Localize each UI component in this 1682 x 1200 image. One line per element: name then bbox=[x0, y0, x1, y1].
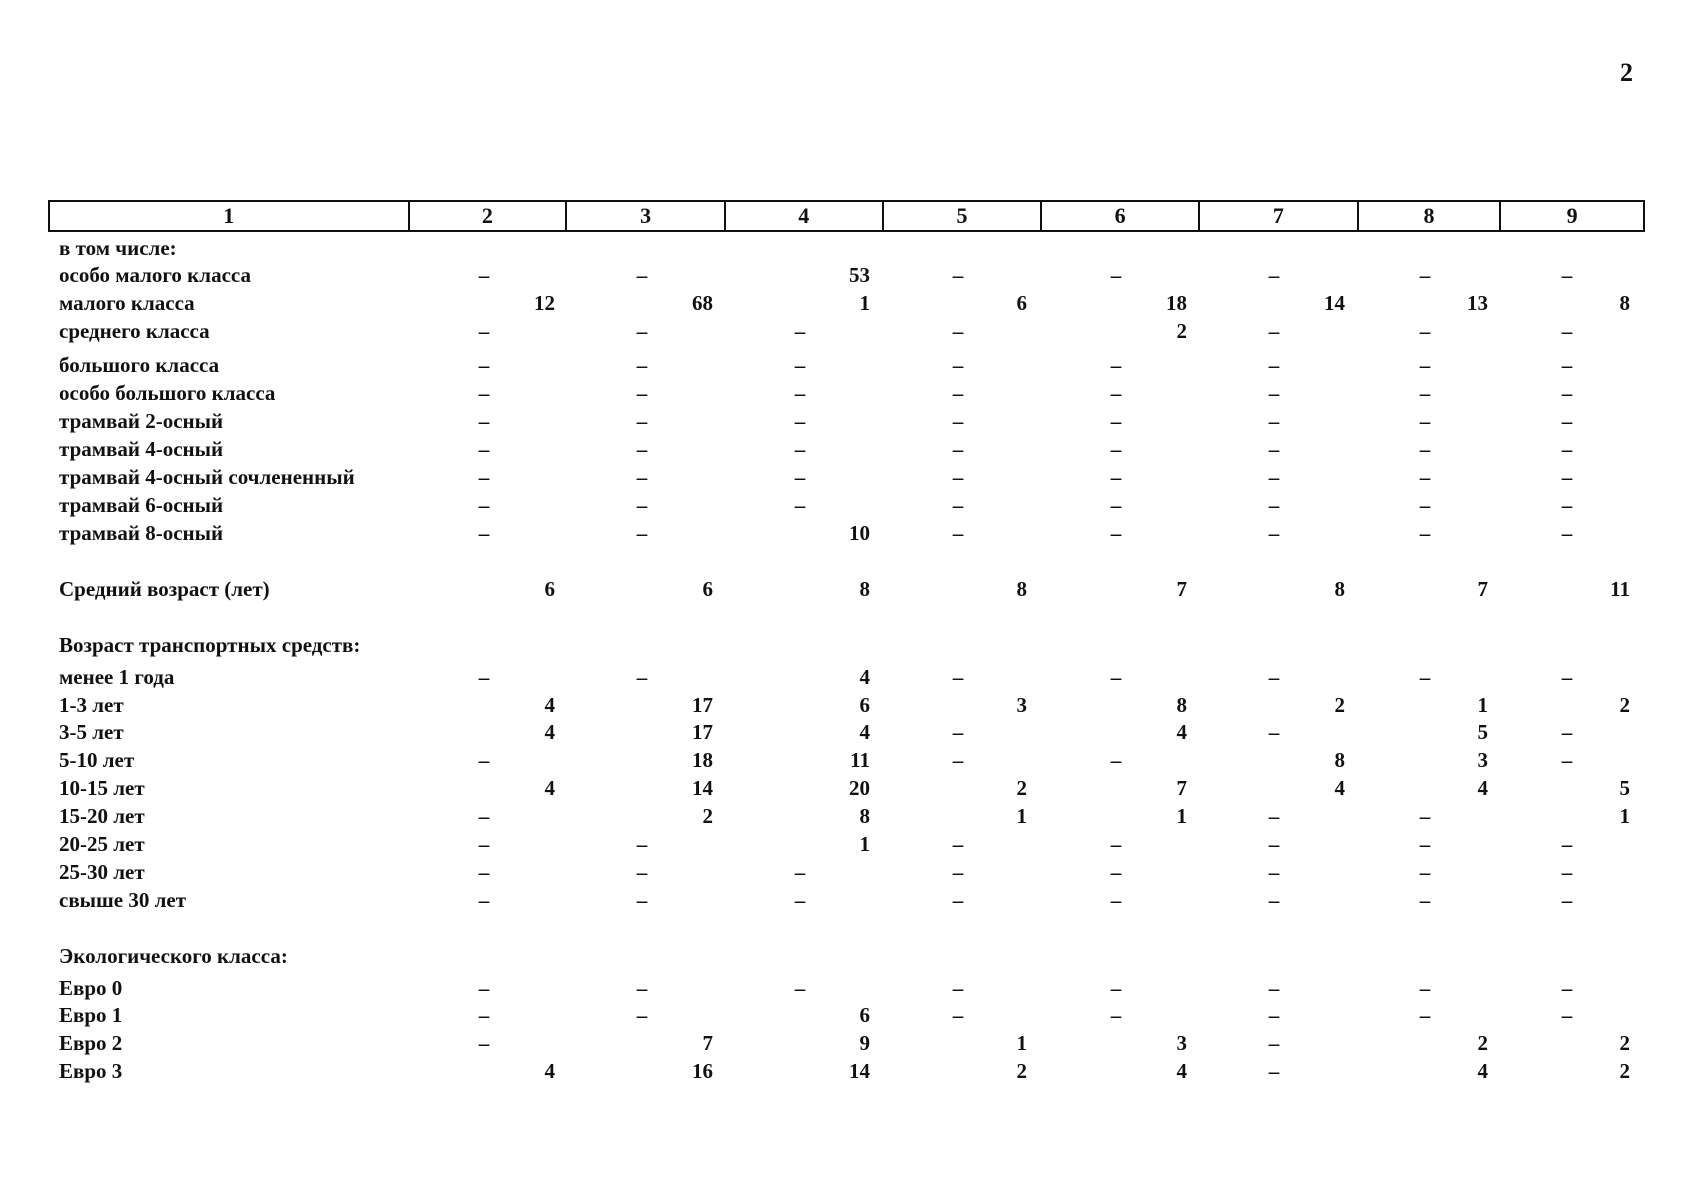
row-value: – bbox=[636, 319, 648, 343]
row-value: – bbox=[794, 353, 806, 377]
row-value: 8 bbox=[859, 804, 870, 828]
row-label: малого класса bbox=[59, 291, 195, 315]
row-value: 8 bbox=[1619, 291, 1630, 315]
row-value: 1 bbox=[1016, 1031, 1027, 1055]
row-value: – bbox=[1110, 860, 1122, 884]
table-row bbox=[0, 804, 1682, 832]
row-value: – bbox=[1110, 665, 1122, 689]
row-value: – bbox=[478, 888, 490, 912]
row-label: Евро 2 bbox=[59, 1031, 123, 1055]
row-value: – bbox=[1419, 804, 1431, 828]
row-value: – bbox=[636, 381, 648, 405]
row-value: – bbox=[478, 1031, 490, 1055]
row-value: – bbox=[1268, 832, 1280, 856]
row-value: 2 bbox=[1334, 693, 1345, 717]
row-value: 2 bbox=[702, 804, 713, 828]
row-label: трамвай 8-осный bbox=[59, 521, 224, 545]
row-value: – bbox=[952, 319, 964, 343]
row-value: – bbox=[1561, 263, 1573, 287]
row-value: – bbox=[636, 860, 648, 884]
row-value: – bbox=[1561, 465, 1573, 489]
row-value: 7 bbox=[702, 1031, 713, 1055]
row-value: – bbox=[952, 381, 964, 405]
row-value: – bbox=[794, 319, 806, 343]
row-value: – bbox=[1268, 665, 1280, 689]
row-value: – bbox=[1110, 409, 1122, 433]
row-value: – bbox=[1419, 319, 1431, 343]
row-value: 1 bbox=[1477, 693, 1488, 717]
row-value: – bbox=[1419, 465, 1431, 489]
row-value: – bbox=[1268, 263, 1280, 287]
row-label: Средний возраст (лет) bbox=[59, 577, 270, 601]
table-row bbox=[0, 693, 1682, 721]
row-value: – bbox=[1110, 437, 1122, 461]
table-row bbox=[0, 263, 1682, 291]
row-value: – bbox=[1419, 381, 1431, 405]
row-value: 1 bbox=[1176, 804, 1187, 828]
table-row bbox=[0, 776, 1682, 804]
row-value: – bbox=[952, 263, 964, 287]
row-value: – bbox=[478, 976, 490, 1000]
row-value: – bbox=[1110, 381, 1122, 405]
table-row bbox=[0, 633, 1682, 661]
row-value: 3 bbox=[1477, 748, 1488, 772]
row-value: – bbox=[1561, 1003, 1573, 1027]
row-value: 4 bbox=[544, 776, 555, 800]
row-value: 8 bbox=[859, 577, 870, 601]
header-cell: 2 bbox=[409, 201, 567, 231]
row-value: – bbox=[952, 720, 964, 744]
row-value: 13 bbox=[1467, 291, 1488, 315]
row-value: 10 bbox=[849, 521, 870, 545]
row-value: – bbox=[478, 493, 490, 517]
row-label: 10-15 лет bbox=[59, 776, 145, 800]
row-value: – bbox=[1419, 976, 1431, 1000]
row-label: 25-30 лет bbox=[59, 860, 145, 884]
row-label: свыше 30 лет bbox=[59, 888, 187, 912]
row-value: 4 bbox=[1176, 1059, 1187, 1083]
row-value: 7 bbox=[1176, 776, 1187, 800]
row-value: 12 bbox=[534, 291, 555, 315]
row-value: – bbox=[1110, 832, 1122, 856]
row-value: – bbox=[1419, 860, 1431, 884]
table-row bbox=[0, 1059, 1682, 1087]
table-row bbox=[0, 665, 1682, 693]
row-label: трамвай 6-осный bbox=[59, 493, 224, 517]
row-value: 6 bbox=[1016, 291, 1027, 315]
row-value: – bbox=[478, 409, 490, 433]
row-label: Экологического класса: bbox=[59, 944, 288, 968]
row-value: – bbox=[952, 521, 964, 545]
row-value: – bbox=[1110, 1003, 1122, 1027]
row-value: 18 bbox=[1166, 291, 1187, 315]
row-value: – bbox=[636, 263, 648, 287]
row-value: – bbox=[1561, 665, 1573, 689]
row-value: – bbox=[1561, 353, 1573, 377]
row-value: – bbox=[952, 888, 964, 912]
row-label: особо малого класса bbox=[59, 263, 251, 287]
row-value: – bbox=[952, 1003, 964, 1027]
row-value: 1 bbox=[859, 832, 870, 856]
row-value: – bbox=[1419, 832, 1431, 856]
row-value: – bbox=[478, 353, 490, 377]
row-value: – bbox=[478, 665, 490, 689]
row-value: – bbox=[1561, 888, 1573, 912]
page-number: 2 bbox=[1620, 58, 1633, 87]
row-value: – bbox=[478, 832, 490, 856]
row-value: 4 bbox=[859, 720, 870, 744]
table-row bbox=[0, 381, 1682, 409]
row-value: – bbox=[478, 1003, 490, 1027]
row-value: – bbox=[1110, 465, 1122, 489]
row-value: – bbox=[1419, 1003, 1431, 1027]
row-value: – bbox=[952, 860, 964, 884]
row-value: – bbox=[1110, 748, 1122, 772]
header-cell: 1 bbox=[49, 201, 409, 231]
row-value: – bbox=[952, 493, 964, 517]
row-value: – bbox=[1268, 465, 1280, 489]
row-value: 14 bbox=[692, 776, 713, 800]
row-value: – bbox=[1268, 493, 1280, 517]
row-value: – bbox=[952, 665, 964, 689]
row-value: – bbox=[1561, 381, 1573, 405]
row-value: 20 bbox=[849, 776, 870, 800]
row-value: 2 bbox=[1619, 1031, 1630, 1055]
row-value: – bbox=[636, 976, 648, 1000]
row-value: – bbox=[636, 465, 648, 489]
row-value: 8 bbox=[1334, 577, 1345, 601]
row-value: – bbox=[952, 465, 964, 489]
table-row bbox=[0, 888, 1682, 916]
row-value: – bbox=[952, 976, 964, 1000]
row-value: 7 bbox=[1477, 577, 1488, 601]
row-value: – bbox=[1561, 521, 1573, 545]
row-value: – bbox=[794, 409, 806, 433]
row-value: 5 bbox=[1477, 720, 1488, 744]
row-value: 2 bbox=[1016, 776, 1027, 800]
row-label: трамвай 4-осный сочлененный bbox=[59, 465, 355, 489]
row-label: трамвай 4-осный bbox=[59, 437, 224, 461]
row-label: Евро 1 bbox=[59, 1003, 123, 1027]
header-cell: 3 bbox=[566, 201, 725, 231]
row-label: 5-10 лет bbox=[59, 748, 135, 772]
row-value: – bbox=[794, 381, 806, 405]
table-row bbox=[0, 409, 1682, 437]
row-value: 2 bbox=[1016, 1059, 1027, 1083]
row-value: – bbox=[952, 748, 964, 772]
row-value: – bbox=[1561, 720, 1573, 744]
table-row bbox=[0, 291, 1682, 319]
row-value: – bbox=[794, 437, 806, 461]
row-value: 1 bbox=[1619, 804, 1630, 828]
row-value: 3 bbox=[1016, 693, 1027, 717]
row-value: 1 bbox=[859, 291, 870, 315]
table-row bbox=[0, 236, 1682, 264]
row-value: 14 bbox=[849, 1059, 870, 1083]
row-value: – bbox=[478, 465, 490, 489]
table-row bbox=[0, 465, 1682, 493]
row-value: – bbox=[1561, 437, 1573, 461]
row-value: 4 bbox=[544, 1059, 555, 1083]
row-value: 11 bbox=[1610, 577, 1630, 601]
row-value: – bbox=[1561, 832, 1573, 856]
row-value: 14 bbox=[1324, 291, 1345, 315]
row-value: – bbox=[636, 521, 648, 545]
row-label: трамвай 2-осный bbox=[59, 409, 224, 433]
row-value: 2 bbox=[1477, 1031, 1488, 1055]
row-value: – bbox=[1419, 409, 1431, 433]
row-value: – bbox=[1268, 437, 1280, 461]
row-value: – bbox=[1110, 521, 1122, 545]
row-value: – bbox=[1419, 493, 1431, 517]
row-value: – bbox=[636, 888, 648, 912]
row-value: – bbox=[1268, 976, 1280, 1000]
table-row bbox=[0, 944, 1682, 972]
row-label: особо большого класса bbox=[59, 381, 276, 405]
row-value: – bbox=[1561, 493, 1573, 517]
row-value: – bbox=[1561, 860, 1573, 884]
row-value: – bbox=[478, 748, 490, 772]
row-value: – bbox=[794, 465, 806, 489]
row-value: – bbox=[478, 521, 490, 545]
row-value: – bbox=[794, 888, 806, 912]
row-value: – bbox=[1268, 804, 1280, 828]
row-value: – bbox=[1419, 353, 1431, 377]
row-value: – bbox=[636, 832, 648, 856]
row-value: 68 bbox=[692, 291, 713, 315]
row-value: 6 bbox=[544, 577, 555, 601]
row-value: 8 bbox=[1334, 748, 1345, 772]
row-value: – bbox=[1110, 493, 1122, 517]
row-value: – bbox=[1561, 748, 1573, 772]
row-value: – bbox=[1110, 353, 1122, 377]
header-cell: 7 bbox=[1199, 201, 1358, 231]
row-value: – bbox=[1268, 521, 1280, 545]
row-value: 6 bbox=[859, 693, 870, 717]
row-value: 8 bbox=[1016, 577, 1027, 601]
row-value: – bbox=[1268, 409, 1280, 433]
row-value: 8 bbox=[1176, 693, 1187, 717]
row-value: 18 bbox=[692, 748, 713, 772]
row-label: менее 1 года bbox=[59, 665, 175, 689]
row-value: – bbox=[952, 437, 964, 461]
row-value: 2 bbox=[1619, 693, 1630, 717]
row-value: 4 bbox=[544, 720, 555, 744]
row-value: – bbox=[1419, 521, 1431, 545]
row-value: – bbox=[794, 860, 806, 884]
row-value: – bbox=[1561, 409, 1573, 433]
table-row bbox=[0, 577, 1682, 605]
table-row bbox=[0, 720, 1682, 748]
row-value: – bbox=[1268, 381, 1280, 405]
header-cell: 5 bbox=[883, 201, 1042, 231]
row-value: – bbox=[1268, 353, 1280, 377]
row-value: 3 bbox=[1176, 1031, 1187, 1055]
row-label: Евро 0 bbox=[59, 976, 123, 1000]
row-value: 2 bbox=[1619, 1059, 1630, 1083]
table-row bbox=[0, 832, 1682, 860]
row-label: 20-25 лет bbox=[59, 832, 145, 856]
row-value: – bbox=[636, 493, 648, 517]
table-row bbox=[0, 860, 1682, 888]
row-value: – bbox=[1268, 319, 1280, 343]
row-value: – bbox=[1561, 976, 1573, 1000]
row-value: 16 bbox=[692, 1059, 713, 1083]
row-value: – bbox=[952, 832, 964, 856]
header-cell: 8 bbox=[1358, 201, 1501, 231]
row-value: – bbox=[636, 1003, 648, 1027]
row-value: 2 bbox=[1176, 319, 1187, 343]
header-cell: 4 bbox=[725, 201, 883, 231]
row-value: 53 bbox=[849, 263, 870, 287]
table-row bbox=[0, 748, 1682, 776]
row-value: – bbox=[478, 381, 490, 405]
row-label: Евро 3 bbox=[59, 1059, 123, 1083]
row-value: 4 bbox=[1176, 720, 1187, 744]
row-value: – bbox=[478, 860, 490, 884]
row-label: большого класса bbox=[59, 353, 220, 377]
row-value: – bbox=[1110, 888, 1122, 912]
row-value: – bbox=[636, 665, 648, 689]
row-value: – bbox=[794, 976, 806, 1000]
row-value: 6 bbox=[702, 577, 713, 601]
row-value: – bbox=[1268, 720, 1280, 744]
row-value: 4 bbox=[544, 693, 555, 717]
row-value: – bbox=[1561, 319, 1573, 343]
row-value: 4 bbox=[1477, 776, 1488, 800]
table-row bbox=[0, 353, 1682, 381]
row-label: Возраст транспортных средств: bbox=[59, 633, 361, 657]
row-value: – bbox=[1268, 1059, 1280, 1083]
row-value: 9 bbox=[859, 1031, 870, 1055]
row-value: 4 bbox=[1477, 1059, 1488, 1083]
row-value: 1 bbox=[1016, 804, 1027, 828]
row-value: – bbox=[636, 353, 648, 377]
row-value: – bbox=[478, 319, 490, 343]
row-label: в том числе: bbox=[59, 236, 177, 260]
row-value: 6 bbox=[859, 1003, 870, 1027]
row-value: – bbox=[1419, 665, 1431, 689]
row-value: 11 bbox=[850, 748, 870, 772]
row-value: – bbox=[1110, 263, 1122, 287]
row-value: – bbox=[1268, 888, 1280, 912]
table-row bbox=[0, 1031, 1682, 1059]
row-value: – bbox=[1268, 1003, 1280, 1027]
row-value: 17 bbox=[692, 720, 713, 744]
row-value: – bbox=[1419, 437, 1431, 461]
row-value: 4 bbox=[859, 665, 870, 689]
row-value: – bbox=[636, 437, 648, 461]
row-value: – bbox=[1268, 860, 1280, 884]
row-value: – bbox=[1110, 976, 1122, 1000]
row-value: 5 bbox=[1619, 776, 1630, 800]
table-row bbox=[0, 521, 1682, 549]
row-value: – bbox=[952, 353, 964, 377]
row-value: 7 bbox=[1176, 577, 1187, 601]
row-label: среднего класса bbox=[59, 319, 210, 343]
row-label: 3-5 лет bbox=[59, 720, 124, 744]
row-value: – bbox=[794, 493, 806, 517]
row-value: – bbox=[1268, 1031, 1280, 1055]
row-value: – bbox=[1419, 263, 1431, 287]
header-cell: 9 bbox=[1500, 201, 1644, 231]
table-row bbox=[0, 437, 1682, 465]
table-row bbox=[0, 976, 1682, 1004]
row-value: – bbox=[478, 263, 490, 287]
row-value: – bbox=[952, 409, 964, 433]
row-value: – bbox=[478, 804, 490, 828]
row-value: 4 bbox=[1334, 776, 1345, 800]
row-value: 17 bbox=[692, 693, 713, 717]
row-value: – bbox=[1419, 888, 1431, 912]
row-label: 1-3 лет bbox=[59, 693, 124, 717]
row-label: 15-20 лет bbox=[59, 804, 145, 828]
table-row bbox=[0, 493, 1682, 521]
table-row bbox=[0, 1003, 1682, 1031]
table-row bbox=[0, 319, 1682, 347]
row-value: – bbox=[478, 437, 490, 461]
row-value: – bbox=[636, 409, 648, 433]
header-cell: 6 bbox=[1041, 201, 1199, 231]
